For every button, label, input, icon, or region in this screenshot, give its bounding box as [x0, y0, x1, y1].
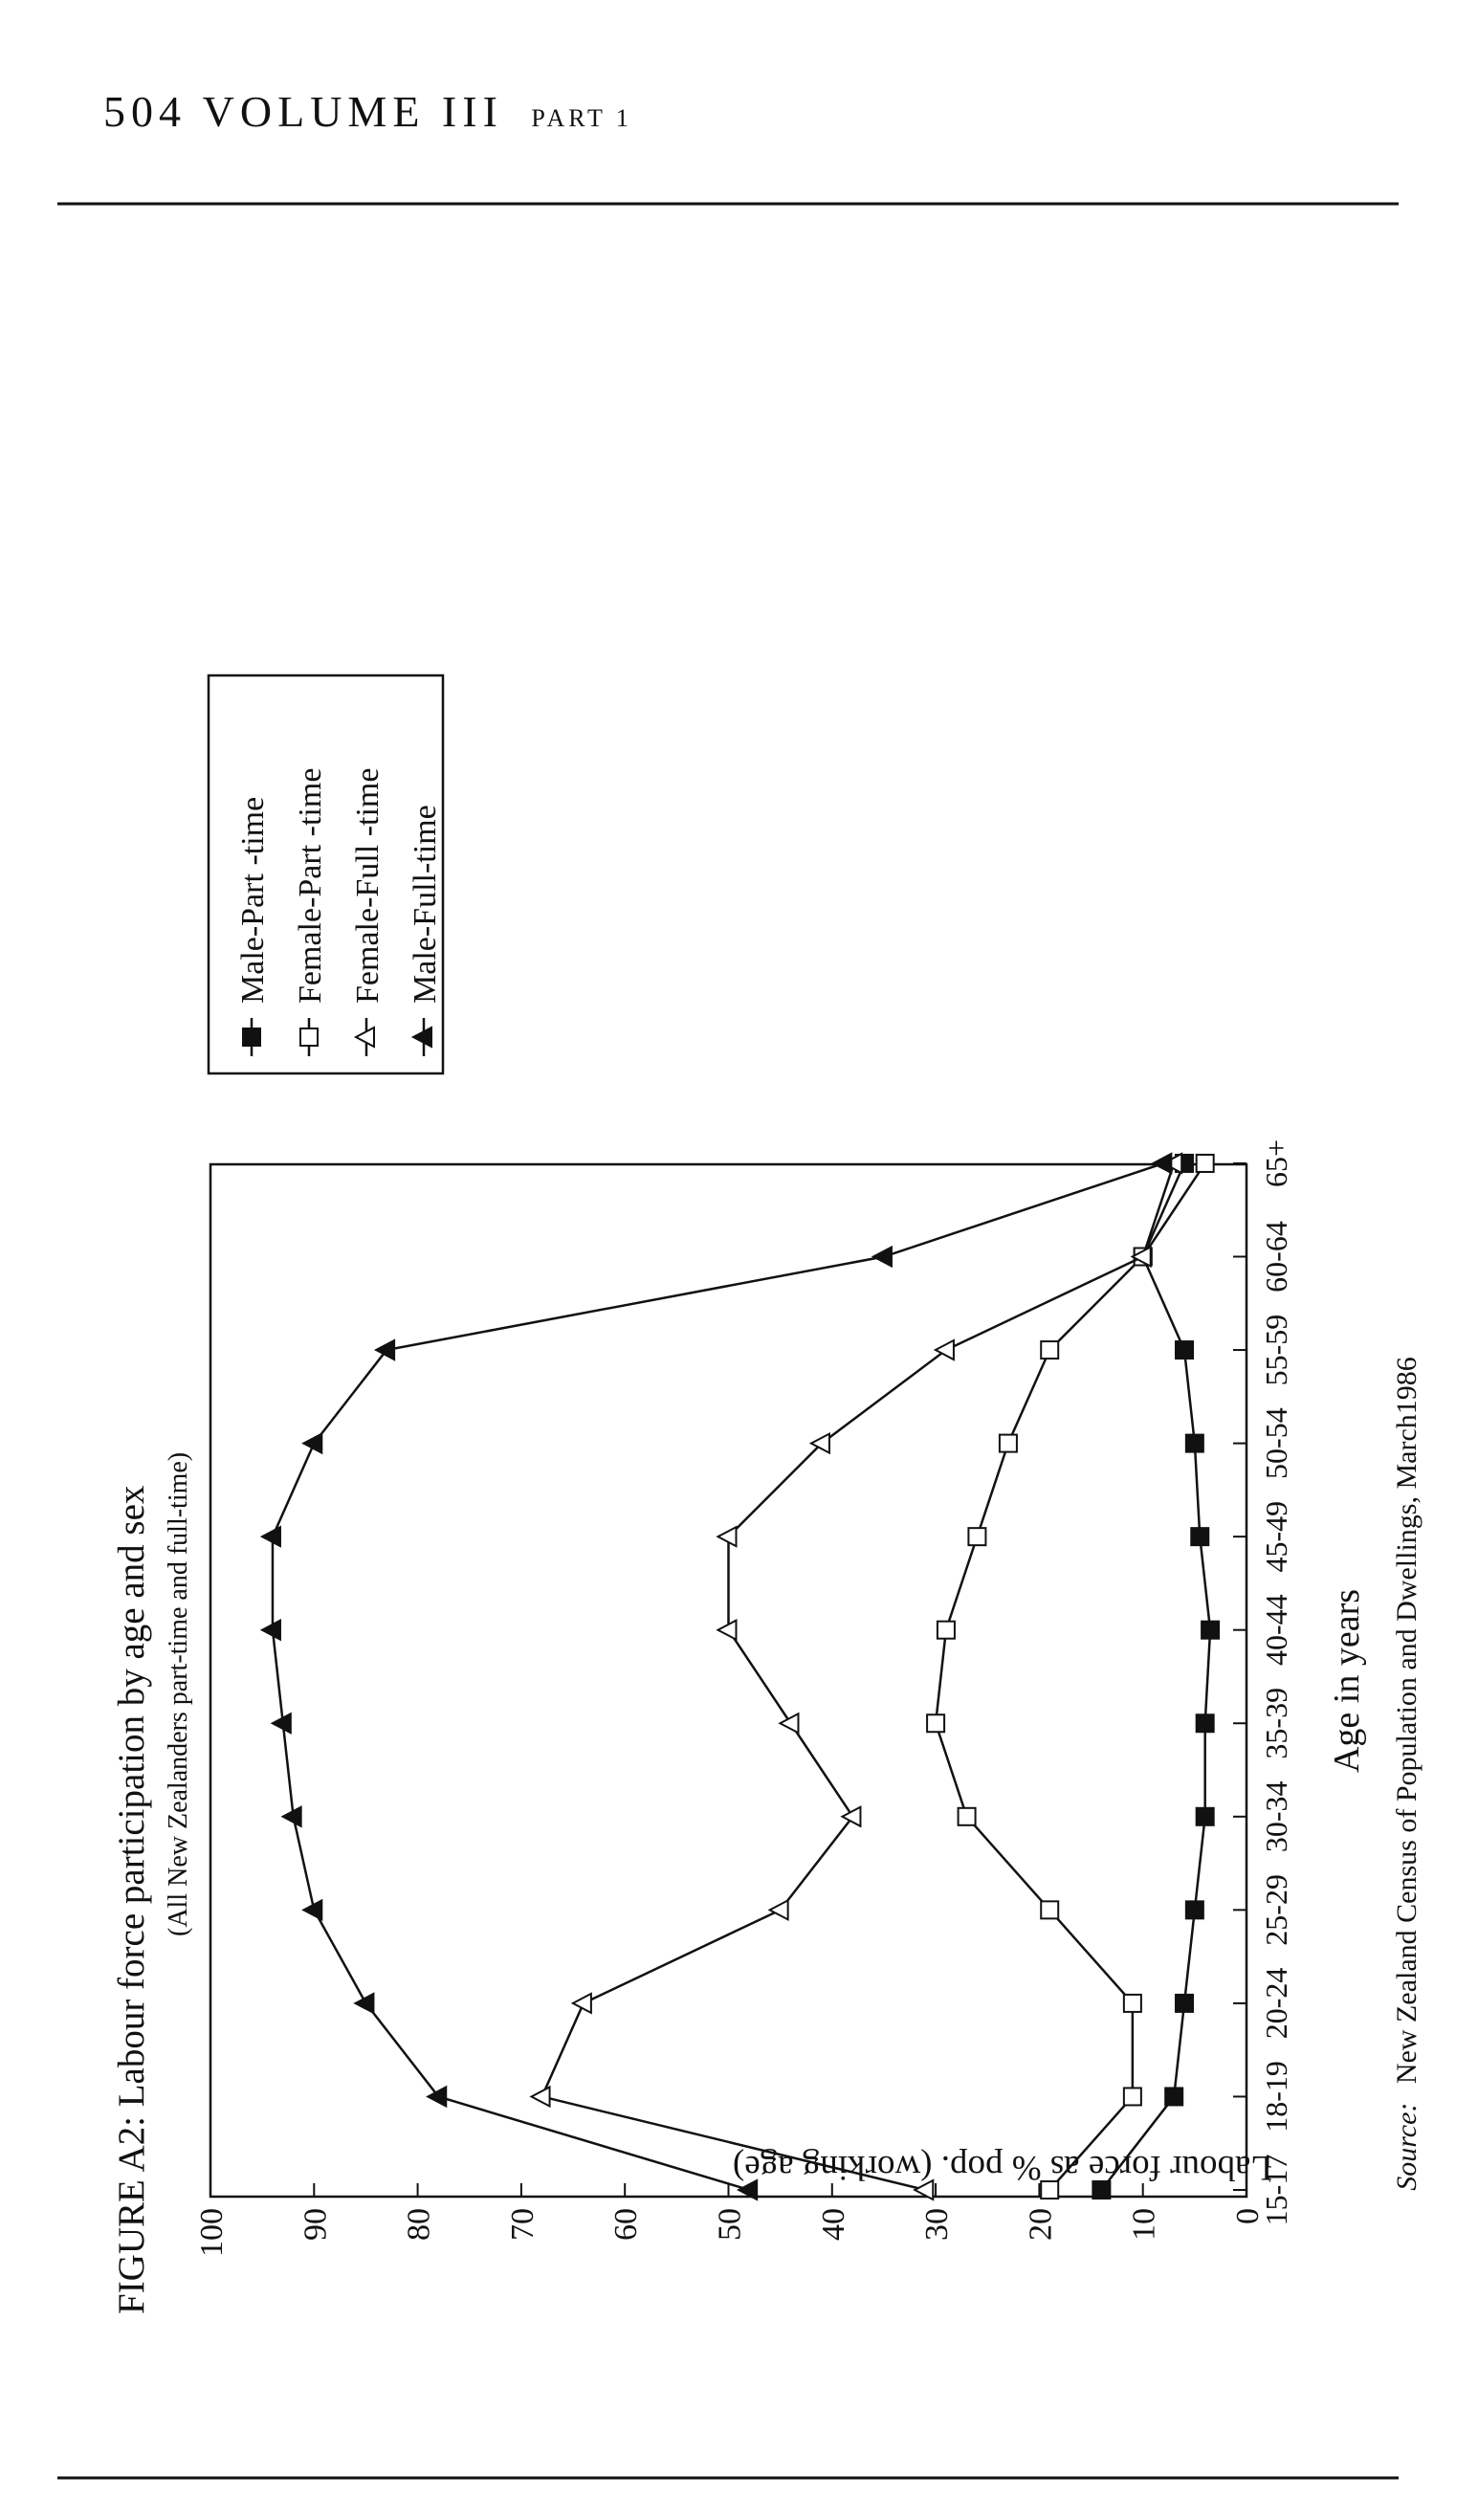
y-tick-label: 80 [401, 2208, 437, 2241]
y-tick-label: 40 [815, 2208, 851, 2241]
series-4 [262, 1154, 1171, 2199]
legend-marker [300, 1028, 318, 1046]
y-axis-label: Labour force as % pop. (working age) [732, 2148, 1272, 2187]
y-tick-label: 30 [919, 2208, 956, 2241]
x-tick-label: 20-24 [1259, 1967, 1293, 2040]
y-tick-label: 100 [194, 2208, 230, 2257]
data-point [770, 1900, 788, 1919]
legend-item [350, 768, 386, 1056]
legend-items [235, 768, 443, 1056]
legend-item [235, 797, 271, 1056]
data-point [1124, 1995, 1141, 2012]
x-tick-label: 35-39 [1259, 1687, 1293, 1759]
figure-title: FIGURE A2: Labour force participation by age and sex [111, 1485, 152, 2314]
y-tick-label: 50 [712, 2208, 748, 2241]
x-tick-label: 40-44 [1259, 1594, 1293, 1667]
x-tick-label: 18-19 [1259, 2061, 1293, 2133]
data-point [873, 1248, 892, 1267]
data-point [1176, 1995, 1193, 2012]
x-tick-label: 30-34 [1259, 1780, 1293, 1853]
source-label: Source: [1391, 2102, 1423, 2191]
data-point [1186, 1901, 1203, 1918]
data-point [262, 1621, 280, 1640]
y-tick-label: 70 [504, 2208, 540, 2241]
legend-marker [413, 1028, 431, 1047]
data-point [376, 1340, 394, 1359]
x-tick-label: 65+ [1259, 1138, 1293, 1187]
source-text: New Zealand Census of Population and Dwellings, March1986 [1391, 1357, 1423, 2085]
y-tick-label: 20 [1023, 2208, 1059, 2241]
data-point [1041, 1901, 1058, 1918]
legend-item [293, 768, 328, 1056]
data-point [1176, 1341, 1193, 1359]
x-tick-label: 45-49 [1259, 1500, 1293, 1573]
series-2 [927, 1155, 1214, 2199]
volume-label: VOLUME III [202, 87, 503, 136]
series-line [542, 1163, 1175, 2190]
figure-subtitle: (All New Zealanders part-time and full-time) [164, 1451, 193, 1936]
data-point [1197, 1808, 1214, 1825]
data-point [262, 1527, 280, 1546]
x-tick-label: 50-54 [1259, 1407, 1293, 1479]
data-point [1153, 1154, 1171, 1173]
legend-marker [243, 1028, 260, 1046]
series-line [936, 1163, 1205, 2190]
legend-label: Female-Full -time [350, 767, 386, 1004]
legend-marker [356, 1028, 374, 1047]
y-tick-label: 0 [1230, 2208, 1266, 2224]
data-point [1197, 1714, 1214, 1732]
series-line [1101, 1163, 1210, 2190]
series-3 [532, 1154, 1182, 2199]
page-number: 504 [103, 87, 187, 136]
series-1 [1092, 1155, 1219, 2199]
series-layer [262, 1154, 1219, 2199]
x-axis [1233, 1139, 1293, 2225]
data-point [1186, 1435, 1203, 1452]
data-point [927, 1714, 944, 1732]
plot-frame [210, 1164, 1246, 2197]
data-point [428, 2087, 446, 2106]
data-point [1124, 2088, 1141, 2105]
source-line [1391, 1357, 1423, 2191]
data-point [968, 1528, 985, 1545]
data-point [1000, 1435, 1017, 1452]
legend-label: Male-Full-time [408, 805, 443, 1004]
data-point [718, 1621, 737, 1640]
data-point [303, 1434, 321, 1453]
data-point [1165, 2088, 1182, 2105]
data-point [532, 2087, 550, 2106]
data-point [780, 1713, 798, 1733]
data-point [1197, 1155, 1214, 1172]
y-tick-label: 60 [608, 2208, 645, 2241]
data-point [573, 1994, 591, 2013]
data-point [1191, 1528, 1208, 1545]
x-tick-label: 60-64 [1259, 1221, 1293, 1293]
x-tick-label: 25-29 [1259, 1874, 1293, 1946]
data-point [938, 1622, 955, 1639]
legend-label: Male-Part -time [235, 796, 271, 1004]
part-label: PART 1 [531, 104, 632, 132]
data-point [959, 1808, 976, 1825]
y-tick-label: 10 [1126, 2208, 1162, 2241]
data-point [355, 1994, 373, 2013]
x-tick-label: 15-17 [1259, 2154, 1293, 2226]
legend [209, 675, 443, 1073]
rotated-figure [111, 675, 1423, 2314]
data-point [718, 1527, 737, 1546]
series-line [273, 1163, 1163, 2190]
data-point [1202, 1622, 1219, 1639]
y-tick-label: 90 [298, 2208, 334, 2241]
legend-label: Female-Part -time [293, 767, 328, 1004]
legend-item [408, 805, 443, 1056]
data-point [842, 1807, 860, 1826]
x-axis-label: Age in years [1327, 1588, 1367, 1774]
x-tick-label: 55-59 [1259, 1314, 1293, 1386]
data-point [1041, 1341, 1058, 1359]
